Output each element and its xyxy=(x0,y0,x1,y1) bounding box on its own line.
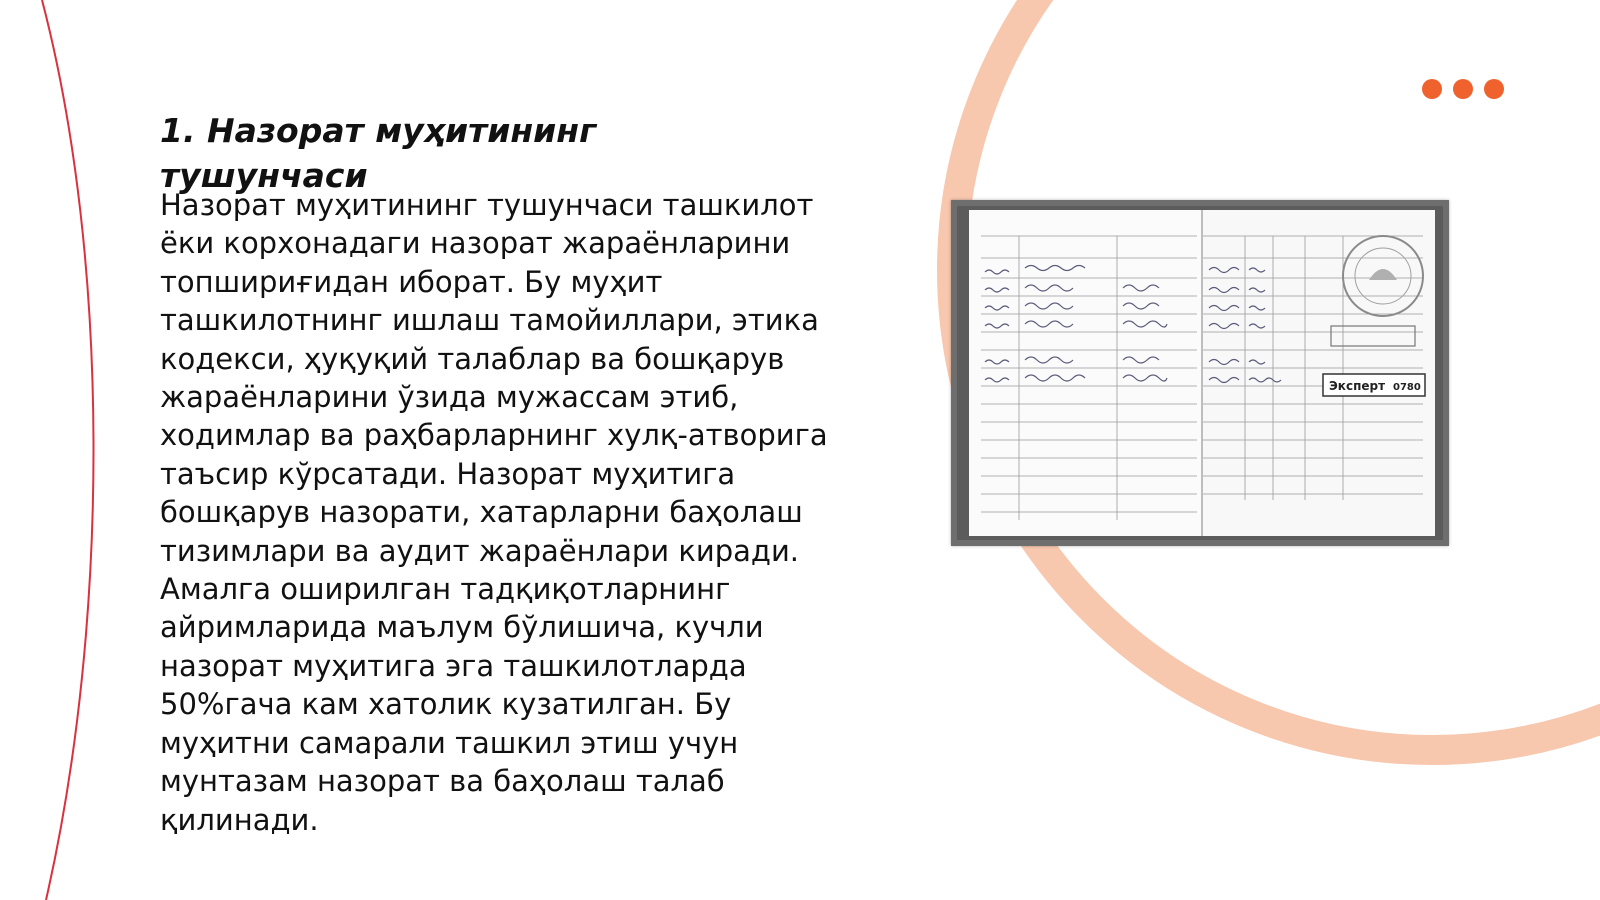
slide-title: 1. Назорат муҳитининг тушунчаси xyxy=(160,111,597,195)
dot xyxy=(1453,79,1473,99)
logbook-photo xyxy=(951,200,1449,546)
expert-stamp-text: Эксперт xyxy=(1329,379,1386,393)
slide-body-text: Назорат муҳитининг тушунчаси ташкилот ёки корхонадаги назорат жараёнларини топшириғидан иборат. Бу муҳит ташкилотнинг ишлаш тамойиллари, этика кодекси, ҳуқуқий талаблар ва бошқарув жараёнларини ўзида мужассам этиб, ходимлар ва раҳбарларнинг хулқ-атворига таъсир кўрсатади. Назорат муҳитига бошқарув назорати, хатарларни баҳолаш тизимлари ва аудит жараёнлари киради. Амалга оширилган тадқиқотларнинг айримларида маълум бўлишича, кучли назорат муҳитига эга ташкилотларда 50%гача кам хатолик кузатилган. Бу муҳитни самарали ташкил этиш учун мунтазам назорат ва баҳолаш талаб қилинади. xyxy=(160,188,828,837)
dots-menu-icon xyxy=(1422,79,1504,99)
left-red-curve xyxy=(42,0,94,900)
dot xyxy=(1422,79,1442,99)
expert-stamp-number: 0780 xyxy=(1393,382,1421,393)
dot xyxy=(1484,79,1504,99)
